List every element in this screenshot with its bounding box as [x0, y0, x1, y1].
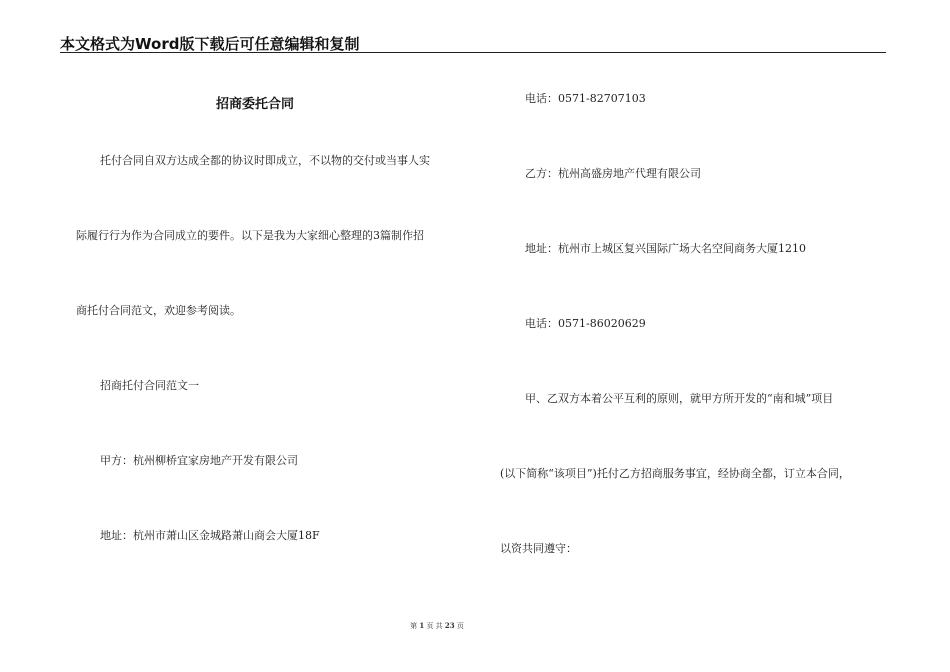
document-title: 招商委托合同 — [216, 97, 295, 112]
page-suffix: 页 — [456, 622, 464, 630]
header-divider — [60, 52, 886, 53]
party-b-name: 乙方：杭州高盛房地产代理有限公司 — [525, 167, 701, 180]
page-current: 1 — [419, 621, 425, 630]
party-a-name: 甲方：杭州柳桥宜家房地产开发有限公司 — [100, 454, 298, 467]
page-prefix: 第 — [410, 622, 418, 630]
party-b-phone: 电话：0571-86020629 — [525, 317, 646, 330]
page-number — [0, 621, 874, 631]
party-a-address: 地址：杭州市萧山区金城路萧山商会大厦18F — [100, 529, 320, 542]
party-b-address: 地址：杭州市上城区复兴国际广场大名空间商务大厦1210 — [525, 242, 806, 255]
paragraph-line: 甲、乙双方本着公平互利的原则，就甲方所开发的“南和城”项目 — [525, 392, 834, 405]
paragraph-line: 商托付合同范文，欢迎参考阅读。 — [76, 304, 241, 317]
paragraph-line: 际履行行为作为合同成立的要件。以下是我为大家细心整理的3篇制作招 — [76, 229, 424, 242]
party-a-phone: 电话：0571-82707103 — [525, 92, 646, 105]
paragraph-line: 以资共同遵守： — [500, 542, 577, 555]
paragraph-line: 托付合同自双方达成全都的协议时即成立，不以物的交付或当事人实 — [100, 154, 430, 167]
page-total: 23 — [444, 621, 455, 630]
paragraph-line: (以下简称“该项目”)托付乙方招商服务事宜，经协商全都，订立本合同， — [500, 467, 850, 480]
section-heading: 招商托付合同范文一 — [100, 379, 199, 392]
page-middle: 页 共 — [426, 622, 443, 630]
page-header-note: 本文格式为Word版下载后可任意编辑和复制 — [60, 35, 360, 53]
